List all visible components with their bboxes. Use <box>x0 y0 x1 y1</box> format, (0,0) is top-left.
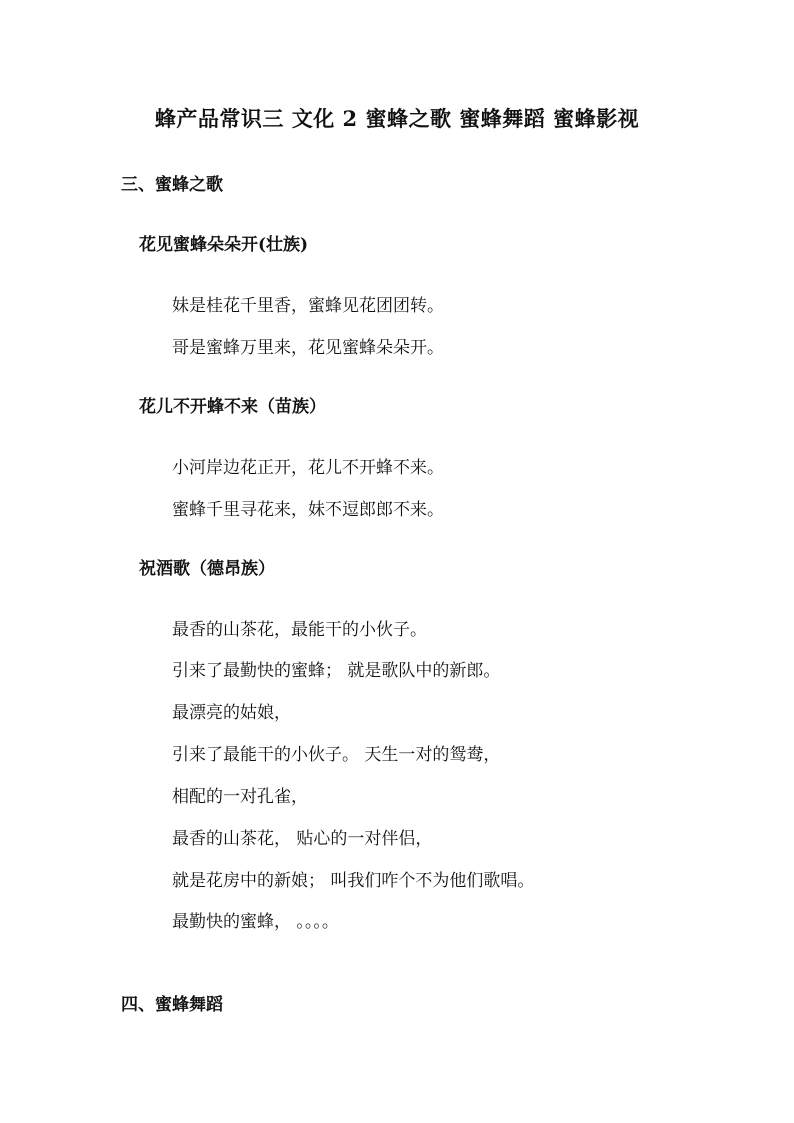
section-heading-bee-songs: 三、蜜蜂之歌 <box>121 175 223 195</box>
song-line: 蜜蜂千里寻花来，妹不逗郎郎不来。 <box>172 500 444 520</box>
section-heading-bee-dance: 四、蜜蜂舞蹈 <box>121 995 223 1015</box>
song-line: 最勤快的蜜蜂， 。。。。 <box>172 912 339 932</box>
song-line: 哥是蜜蜂万里来，花见蜜蜂朵朵开。 <box>172 338 444 358</box>
song-title-zhuang: 花见蜜蜂朵朵开(壮族) <box>139 235 309 255</box>
song-line: 相配的一对孔雀， <box>172 787 308 807</box>
song-title-miao: 花儿不开蜂不来（苗族） <box>139 397 326 417</box>
song-line: 最漂亮的姑娘， <box>172 703 291 723</box>
song-line: 最香的山茶花，最能干的小伙子。 <box>172 620 427 640</box>
song-line: 小河岸边花正开，花儿不开蜂不来。 <box>172 458 444 478</box>
song-line: 妹是桂花千里香，蜜蜂见花团团转。 <box>172 296 444 316</box>
song-line: 就是花房中的新娘； 叫我们咋个不为他们歌唱。 <box>172 871 535 891</box>
song-title-deang: 祝酒歌（德昂族） <box>139 559 275 579</box>
page-title: 蜂产品常识三 文化 2 蜜蜂之歌 蜜蜂舞蹈 蜜蜂影视 <box>154 106 640 131</box>
song-line: 最香的山茶花， 贴心的一对伴侣， <box>172 829 433 849</box>
song-line: 引来了最勤快的蜜蜂； 就是歌队中的新郎。 <box>172 661 501 681</box>
song-line: 引来了最能干的小伙子。 天生一对的鸳鸯， <box>172 745 501 765</box>
